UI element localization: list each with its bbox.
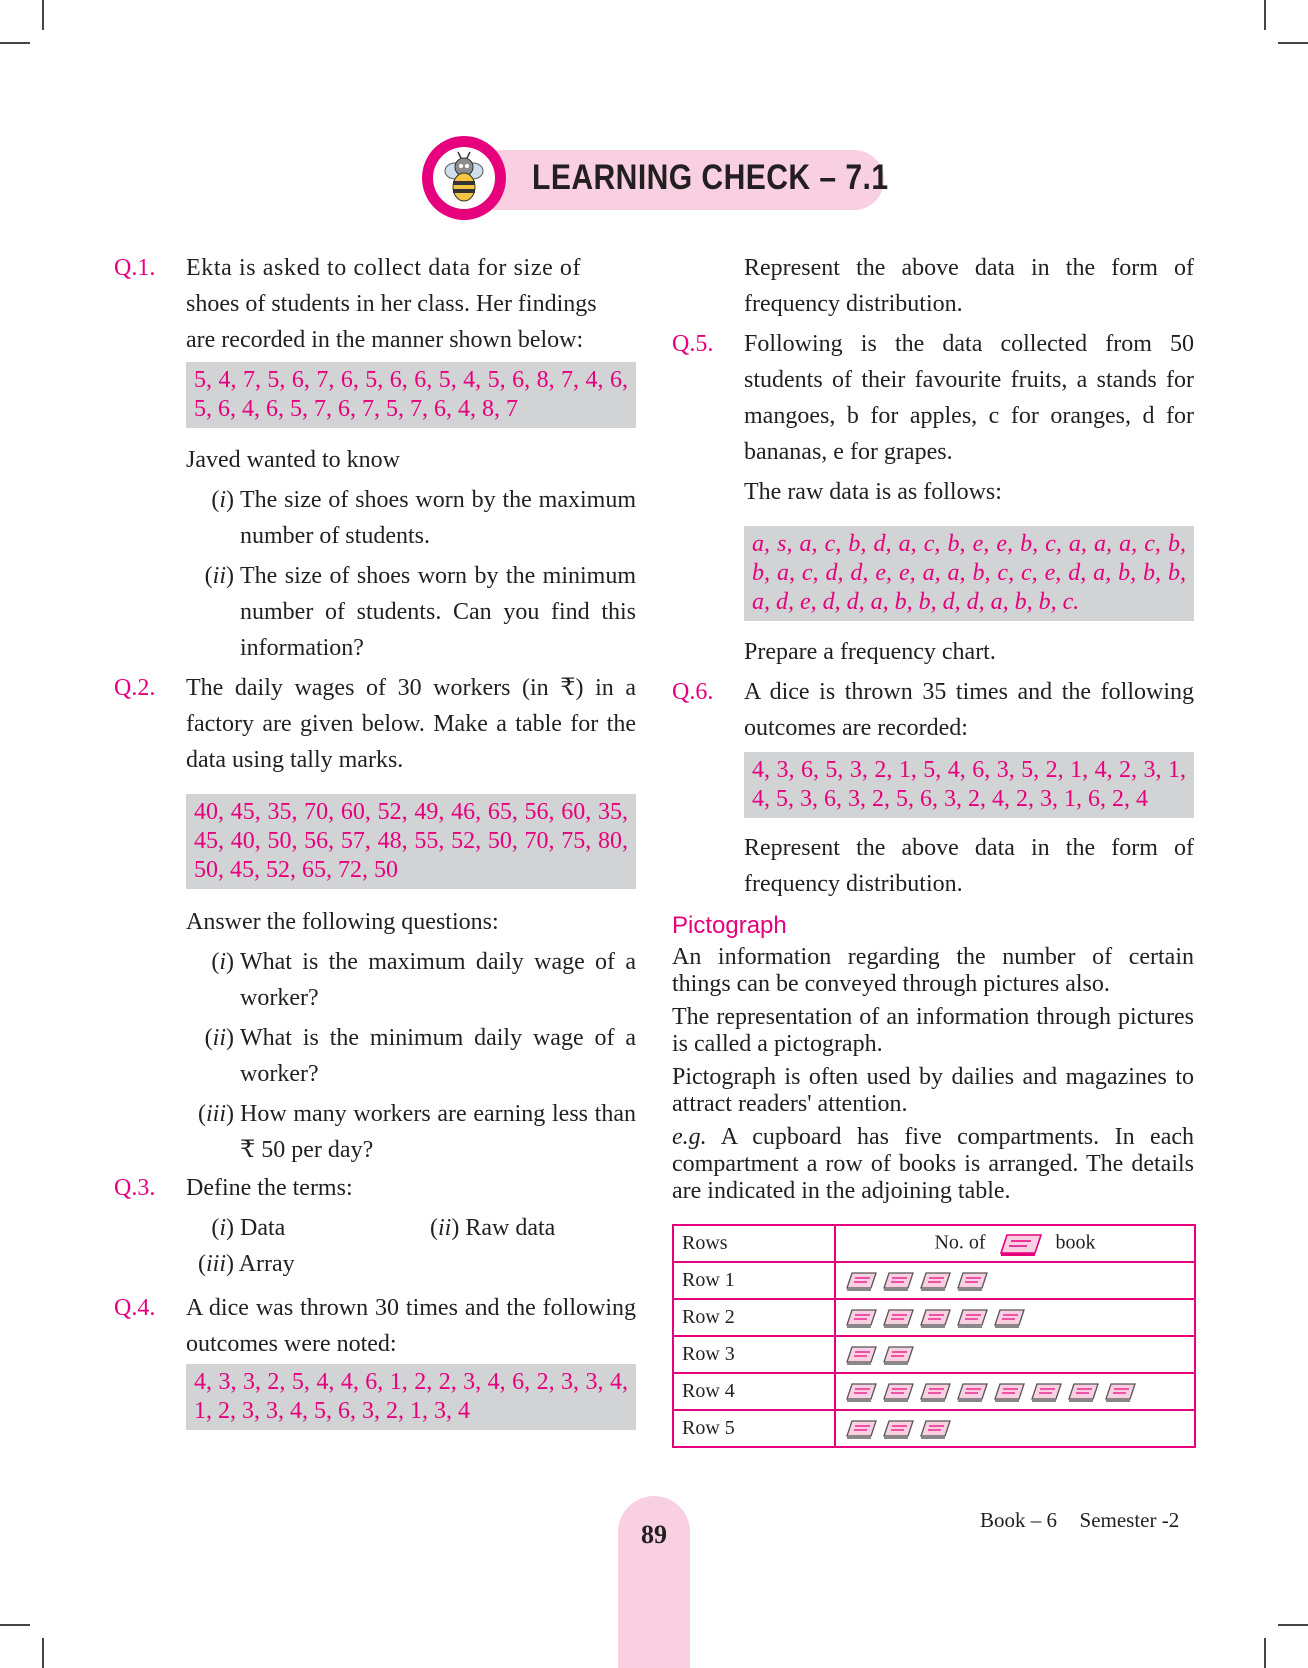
q1-sub-ii-text: The size of shoes worn by the minimum number of students. Can you find this information? bbox=[240, 563, 636, 661]
q4-continued: Represent the above data in the form of frequency distribution. bbox=[744, 255, 1194, 317]
q1-line-2: shoes of students in her class. Her findings bbox=[186, 291, 597, 317]
q2-sub-ii-num: (ii) bbox=[204, 1025, 234, 1051]
table-row bbox=[673, 1262, 1195, 1299]
row-books bbox=[835, 1299, 1195, 1336]
q4-text: A dice was thrown 30 times and the following outcomes were noted: bbox=[186, 1295, 636, 1357]
row-books bbox=[835, 1373, 1195, 1410]
q3-sub-ii bbox=[430, 1210, 555, 1246]
crop-mark-bottom-right-h bbox=[1278, 1624, 1308, 1626]
table-row bbox=[673, 1410, 1195, 1447]
pictograph-para-1: An information regarding the number of certain things can be conveyed through pictures also. bbox=[672, 944, 1194, 997]
crop-mark-bottom-left-h bbox=[0, 1624, 30, 1626]
pictograph-para-4 bbox=[672, 1124, 1194, 1205]
pictograph-para-4-text: A cupboard has five compartments. In each compartment a row of books is arranged. The details are indicated in the adjoining table. bbox=[672, 1124, 1194, 1204]
pictograph-col-count-post: book bbox=[1055, 1231, 1096, 1254]
q1-line-1: Ekta is asked to collect data for size of bbox=[186, 255, 582, 281]
pictograph-col-count-pre: No. of bbox=[934, 1231, 986, 1254]
book-icon bbox=[1066, 1380, 1103, 1402]
q3-sub-i-text: Data bbox=[240, 1215, 286, 1241]
row-label: Row 3 bbox=[673, 1336, 835, 1373]
q1-line-3: are recorded in the manner shown below: bbox=[186, 327, 584, 353]
q3-sub-i-num: (i) bbox=[211, 1215, 234, 1241]
pictograph-col-count bbox=[835, 1225, 1195, 1262]
row-label: Row 4 bbox=[673, 1373, 835, 1410]
q4-number: Q.4. bbox=[114, 1295, 156, 1321]
q4-data-box: 4, 3, 3, 2, 5, 4, 4, 6, 1, 2, 2, 3, 4, 6, 2, 3, 3, 4, 1, 2, 3, 3, 4, 5, 6, 3, 2, 1, 3, 4 bbox=[186, 1364, 636, 1430]
crop-mark-top-right-h bbox=[1278, 42, 1308, 44]
q6-data-box: 4, 3, 6, 5, 3, 2, 1, 5, 4, 6, 3, 5, 2, 1, 4, 2, 3, 1, 4, 5, 3, 6, 3, 2, 5, 6, 3, 2, 4, 2, 3, 1, 6, 2, 4 bbox=[744, 752, 1194, 818]
q1-data-box: 5, 4, 7, 5, 6, 7, 6, 5, 6, 6, 5, 4, 5, 6, 8, 7, 4, 6, 5, 6, 4, 6, 5, 7, 6, 7, 5, 7, 6, 4, 8, 7 bbox=[186, 362, 636, 428]
pictograph-eg: e.g. bbox=[672, 1124, 707, 1150]
q6-number: Q.6. bbox=[672, 679, 714, 705]
book-icon bbox=[844, 1417, 881, 1439]
row-books bbox=[835, 1410, 1195, 1447]
book-icon bbox=[844, 1380, 881, 1402]
book-icon bbox=[992, 1380, 1029, 1402]
q2-sub-iii bbox=[186, 1096, 636, 1168]
book-icon bbox=[992, 1306, 1029, 1328]
q3-number: Q.3. bbox=[114, 1175, 156, 1201]
q3-sub-iii-num: (iii) bbox=[197, 1251, 234, 1277]
book-icon bbox=[844, 1306, 881, 1328]
pictograph-para-3: Pictograph is often used by dailies and magazines to attract readers' attention. bbox=[672, 1064, 1194, 1117]
row-label: Row 1 bbox=[673, 1262, 835, 1299]
q1-number: Q.1. bbox=[114, 255, 156, 281]
row-books bbox=[835, 1262, 1195, 1299]
footer-semester-label: Semester -2 bbox=[1079, 1508, 1180, 1532]
book-icon bbox=[881, 1380, 918, 1402]
pictograph-heading: Pictograph bbox=[672, 912, 787, 939]
book-icon bbox=[955, 1269, 992, 1291]
bee-mascot-icon bbox=[433, 147, 495, 209]
q2-sub-iii-text: How many workers are earning less than ₹ 50 per day? bbox=[240, 1101, 636, 1163]
q6-outro: Represent the above data in the form of frequency distribution. bbox=[744, 835, 1194, 897]
q6-text: A dice is thrown 35 times and the following outcomes are recorded: bbox=[744, 679, 1194, 741]
q2-sub-ii-text: What is the minimum daily wage of a worker? bbox=[240, 1025, 636, 1087]
q1-sub-ii bbox=[186, 558, 636, 666]
crop-mark-bottom-right bbox=[1264, 1638, 1266, 1668]
q2-sub-i bbox=[186, 944, 636, 1016]
book-icon bbox=[918, 1269, 955, 1291]
q1-sub-ii-num: (ii) bbox=[204, 563, 234, 589]
footer-book bbox=[980, 1508, 1179, 1533]
q2-text: The daily wages of 30 workers (in ₹) in a factory are given below. Make a table for the data using tally marks. bbox=[186, 675, 636, 773]
row-books bbox=[835, 1336, 1195, 1373]
pictograph-col-rows: Rows bbox=[673, 1225, 835, 1262]
book-icon bbox=[1103, 1380, 1140, 1402]
q3-sub-i bbox=[186, 1210, 285, 1246]
q2-data-box: 40, 45, 35, 70, 60, 52, 49, 46, 65, 56, 60, 35, 45, 40, 50, 56, 57, 48, 55, 52, 50, 70, 75, 80, 50, 45, 52, 65, 72, 50 bbox=[186, 794, 636, 889]
q1-sub-i-num: (i) bbox=[211, 487, 234, 513]
book-icon bbox=[844, 1269, 881, 1291]
table-row bbox=[673, 1299, 1195, 1336]
book-icon bbox=[918, 1380, 955, 1402]
page-number: 89 bbox=[641, 1520, 667, 1549]
pictograph-paragraphs bbox=[672, 944, 1194, 1205]
q3-text: Define the terms: bbox=[186, 1175, 353, 1201]
pictograph-table bbox=[672, 1224, 1196, 1448]
q2-sub-i-text: What is the maximum daily wage of a worker? bbox=[240, 949, 636, 1011]
q2-sub-i-num: (i) bbox=[211, 949, 234, 975]
book-icon bbox=[881, 1306, 918, 1328]
q5-number: Q.5. bbox=[672, 331, 714, 357]
pictograph-para-2: The representation of an information through pictures is called a pictograph. bbox=[672, 1004, 1194, 1057]
book-icon bbox=[881, 1343, 918, 1365]
q2-number: Q.2. bbox=[114, 675, 156, 701]
footer-book-label: Book – 6 bbox=[980, 1508, 1058, 1532]
q1-sub-i-text: The size of shoes worn by the maximum number of students. bbox=[240, 487, 636, 549]
q5-outro: Prepare a frequency chart. bbox=[744, 639, 996, 665]
table-row bbox=[673, 1336, 1195, 1373]
q2-subquestions bbox=[186, 944, 636, 1168]
q3-sub-ii-text: Raw data bbox=[465, 1215, 556, 1241]
q1-intro: Javed wanted to know bbox=[186, 447, 400, 473]
q3-sub-ii-num: (ii) bbox=[430, 1215, 460, 1241]
q2-intro: Answer the following questions: bbox=[186, 909, 499, 935]
pictograph-header-row bbox=[673, 1225, 1195, 1262]
book-icon bbox=[1029, 1380, 1066, 1402]
book-icon bbox=[997, 1231, 1045, 1257]
book-icon bbox=[844, 1343, 881, 1365]
q5-intro: The raw data is as follows: bbox=[744, 479, 1002, 505]
q1-sub-i bbox=[186, 482, 636, 554]
page-title: LEARNING CHECK – 7.1 bbox=[532, 158, 889, 197]
q2-sub-iii-num: (iii) bbox=[197, 1101, 234, 1127]
q3-sub-iii-text: Array bbox=[238, 1251, 295, 1277]
book-icon bbox=[918, 1417, 955, 1439]
crop-mark-top-left-h bbox=[0, 42, 30, 44]
q1-subquestions bbox=[186, 482, 636, 666]
q5-data-box: a, s, a, c, b, d, a, c, b, e, e, b, c, a, a, a, c, b, b, a, c, d, d, e, e, a, a, b, c, c, e, d, a, b, b, b, a, d, e, d, d, a, b, b, d, d, a, b, b, c. bbox=[744, 526, 1194, 621]
book-icon bbox=[918, 1306, 955, 1328]
book-icon bbox=[881, 1417, 918, 1439]
crop-mark-top-right bbox=[1264, 0, 1266, 30]
q1-body bbox=[186, 250, 636, 358]
book-icon bbox=[955, 1380, 992, 1402]
row-label: Row 5 bbox=[673, 1410, 835, 1447]
book-icon bbox=[881, 1269, 918, 1291]
q5-text: Following is the data collected from 50 students of their favourite fruits, a stands for mangoes, b for apples, c for oranges, d for bananas, e for grapes. bbox=[744, 331, 1194, 465]
table-row bbox=[673, 1373, 1195, 1410]
row-label: Row 2 bbox=[673, 1299, 835, 1336]
crop-mark-bottom-left bbox=[42, 1638, 44, 1668]
q2-sub-ii bbox=[186, 1020, 636, 1092]
crop-mark-top-left bbox=[42, 0, 44, 30]
q3-sub-iii bbox=[186, 1246, 295, 1282]
book-icon bbox=[955, 1306, 992, 1328]
